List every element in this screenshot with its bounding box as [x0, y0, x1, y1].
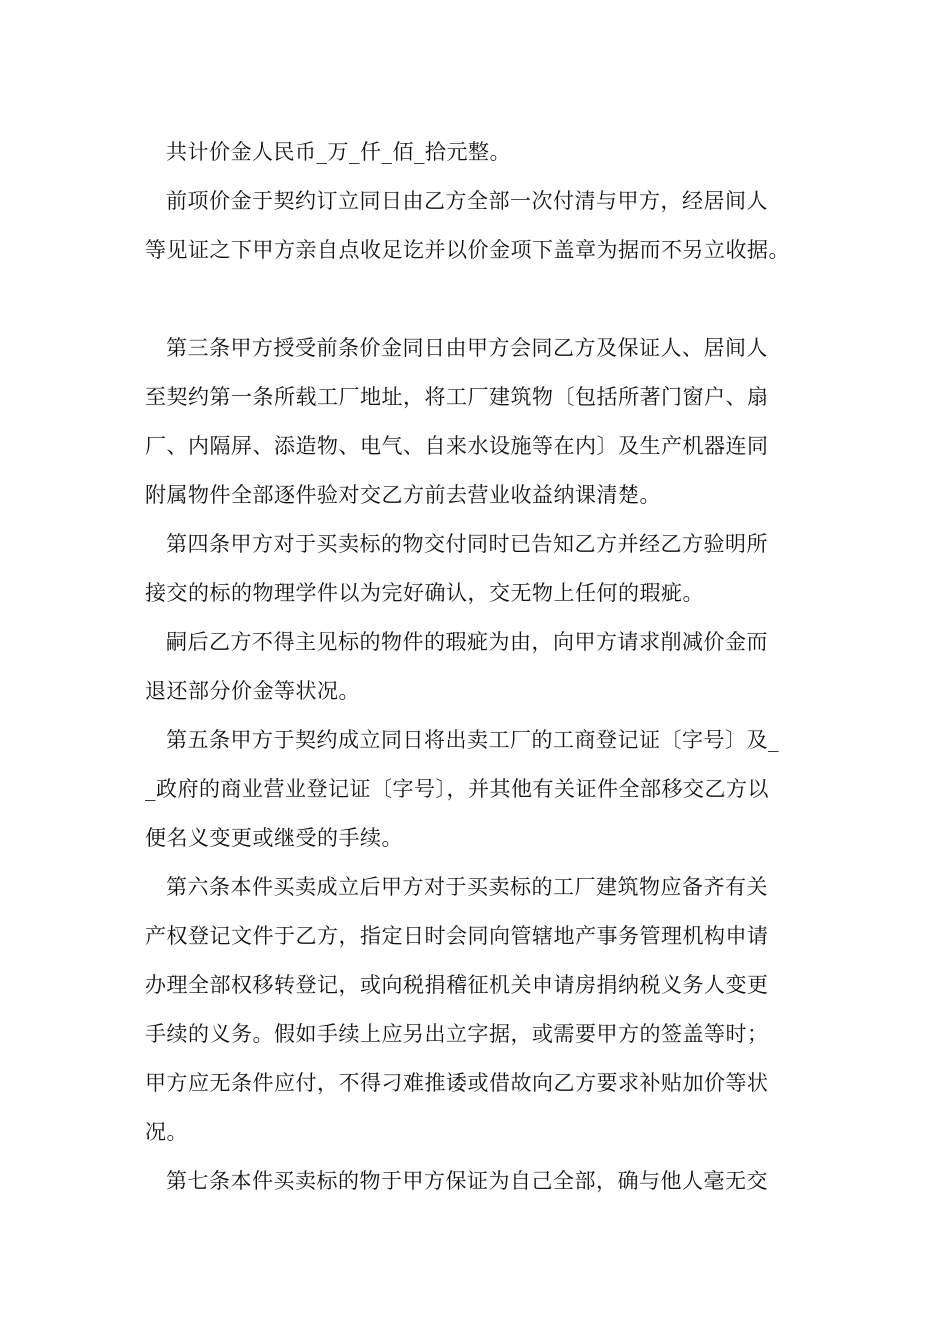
paragraph-article-6: [145, 863, 815, 1157]
text-line: 第三条甲方授受前条价金同日由甲方会同乙方及保证人、居间人: [166, 336, 768, 360]
text-line: _政府的商业营业登记证〔字号〕，并其他有关证件全部移交乙方以: [145, 777, 769, 801]
paragraph-payment: [145, 177, 815, 275]
text-line: 附属物件全部逐件验对交乙方前去营业收益纳课清楚。: [145, 483, 661, 507]
paragraph-article-3: [145, 324, 815, 520]
text-line: 况。: [145, 1120, 188, 1144]
text-line: 第五条甲方于契约成立同日将出卖工厂的工商登记证〔字号〕及_: [166, 728, 779, 752]
text-line: 便名义变更或继受的手续。: [145, 826, 403, 850]
text-line: 手续的义务。假如手续上应另出立字据，或需要甲方的签盖等时；: [145, 1022, 769, 1046]
paragraph-defects: [145, 618, 815, 716]
text-line: 甲方应无条件应付，不得刁难推诿或借故向乙方要求补贴加价等状: [145, 1071, 769, 1095]
text-line: 等见证之下甲方亲自点收足讫并以价金项下盖章为据而不另立收据。: [145, 238, 790, 262]
paragraph-article-7: [145, 1157, 815, 1206]
text-line: 共计价金人民币_万_仟_佰_拾元整。: [166, 140, 511, 164]
text-line: 办理全部权移转登记，或向税捐稽征机关申请房捐纳税义务人变更: [145, 973, 769, 997]
text-line: 第六条本件买卖成立后甲方对于买卖标的工厂建筑物应备齐有关: [166, 875, 768, 899]
paragraph-article-5: [145, 716, 815, 863]
paragraph-spacer: [145, 275, 815, 324]
text-line: 嗣后乙方不得主见标的物件的瑕疵为由，向甲方请求削减价金而: [166, 630, 768, 654]
text-line: 前项价金于契约订立同日由乙方全部一次付清与甲方，经居间人: [166, 189, 768, 213]
text-line: 第四条甲方对于买卖标的物交付同时已告知乙方并经乙方验明所: [166, 532, 768, 556]
text-line: 至契约第一条所载工厂地址，将工厂建筑物〔包括所著门窗户、扇: [145, 385, 769, 409]
text-line: 厂、内隔屏、添造物、电气、自来水设施等在内〕及生产机器连同: [145, 434, 769, 458]
text-line: 第七条本件买卖标的物于甲方保证为自己全部，确与他人毫无交: [166, 1169, 768, 1193]
paragraph-article-4: [145, 520, 815, 618]
text-line: 产权登记文件于乙方，指定日时会同向管辖地产事务管理机构申请: [145, 924, 769, 948]
text-line: 退还部分价金等状况。: [145, 679, 360, 703]
document-page: [145, 128, 815, 1206]
text-line: 接交的标的物理学件以为完好确认，交无物上任何的瑕疵。: [145, 581, 704, 605]
paragraph-total-price: [145, 128, 815, 177]
